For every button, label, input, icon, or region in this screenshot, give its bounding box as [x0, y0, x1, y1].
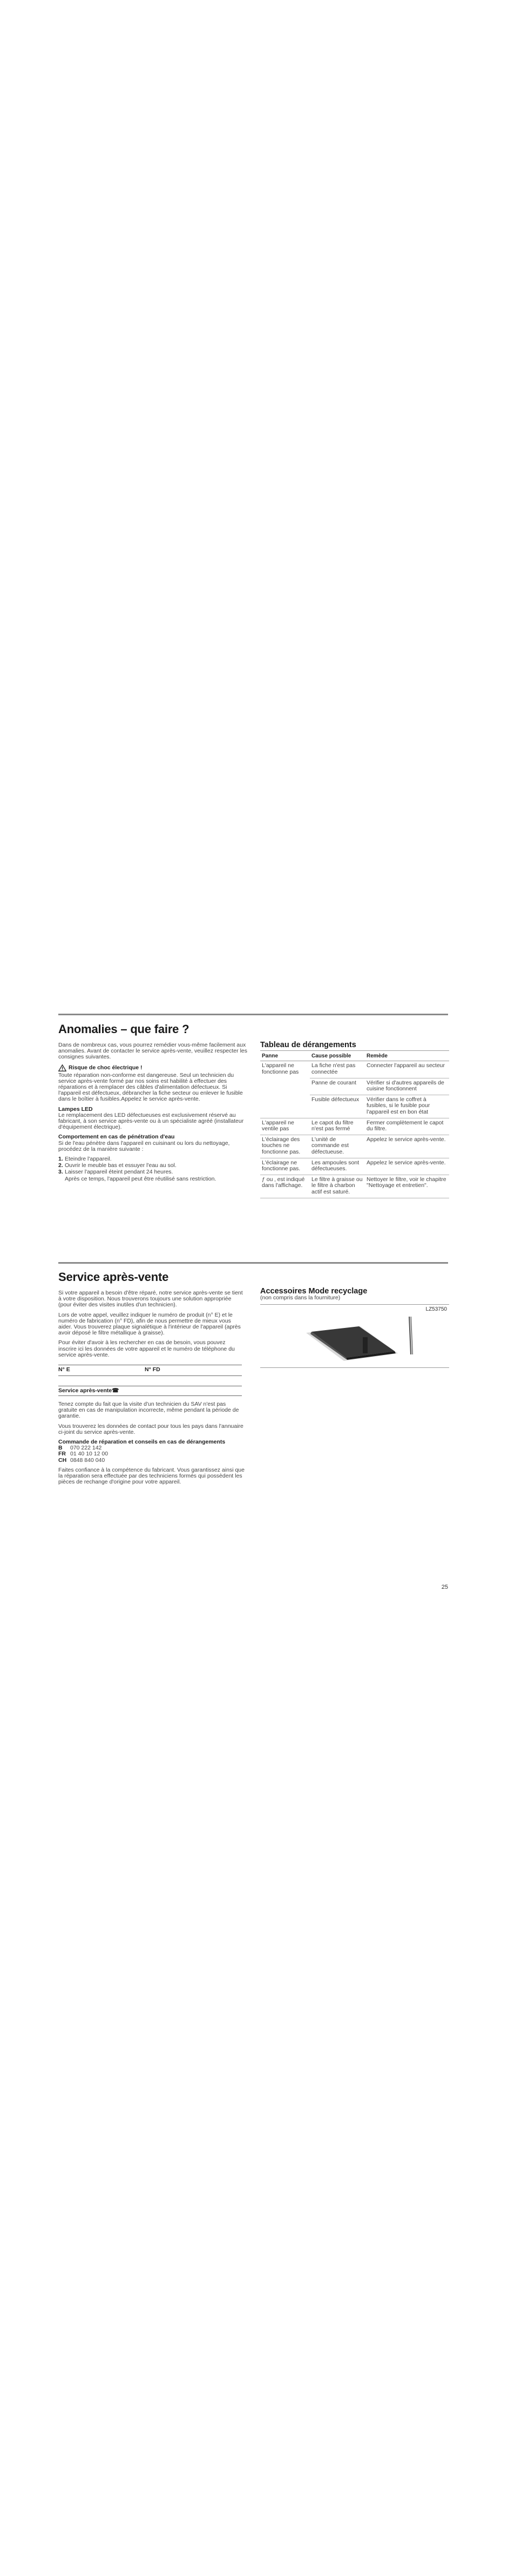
troubleshooting-title: Tableau de dérangements — [260, 1041, 356, 1049]
water-heading: Comportement en cas de pénétration d'eau — [58, 1134, 175, 1141]
warning-title-text: Risque de choc électrique ! — [69, 1064, 143, 1071]
service-left-column — [58, 1290, 245, 1489]
accessory-figure — [260, 1304, 449, 1368]
anomalies-left-column — [58, 1042, 247, 1182]
table-row: L'éclairage des touches ne fonctionne pas. L'unité de commande est défectueuse. Appelez le service après-vente. — [260, 1135, 449, 1158]
service-paragraph: Faites confiance à la compétence du fabricant. Vous garantissez ainsi que la réparation sera effectuée par des techniciens formés qui possèdent les pièces de rechange d'origine pour votre appareil. — [58, 1466, 245, 1486]
contact-row: FR 01 40 10 12 00 — [58, 1451, 109, 1458]
troubleshooting-table — [260, 1050, 449, 1198]
led-text: Le remplacement des LED défectueuses est exclusivement réservé au fabricant, à son service après-vente ou à un spécialiste agréé (installateur d'équipement électrique). — [58, 1111, 244, 1131]
contact-row: B 070 222 142 — [58, 1445, 102, 1452]
service-paragraph: Lors de votre appel, veuillez indiquer le numéro de produit (n° E) et le numéro de fabrication (n° FD), afin de nous permettre de mieux vous aider. Vous trouverez plaque signalétique à l'intérieur de l'appareil (après avoir déposé le filtre métallique à graisse). — [58, 1311, 241, 1337]
anomalies-intro: Dans de nombreux cas, vous pourrez remédier vous-même facilement aux anomalies. Avant de contacter le service après-vente, veuillez respecter les consignes suivantes. — [58, 1042, 247, 1061]
accessory-code: LZ53750 — [425, 1306, 447, 1313]
table-row: Fusible défectueux Vérifier dans le coffret à fusibles, si le fusible pour l'appareil est en bon état — [260, 1095, 449, 1118]
step-item: 3. Laisser l'appareil éteint pendant 24 heures. — [58, 1169, 173, 1176]
table-row: ƒ ou ‚ est indiqué dans l'affichage. Le filtre à graisse ou le filtre à charbon actif est saturé. Nettoyer le filtre, voir le chapitre "Nettoyage et entretien". — [260, 1175, 449, 1198]
water-text: Si de l'eau pénètre dans l'appareil en cuisinant ou lors du nettoyage, procédez de la manière suivante : — [58, 1139, 230, 1152]
service-paragraph: Si votre appareil a besoin d'être réparé, notre service après-vente se tient à votre disposition. Nous trouverons toujours une solution appropriée (pour éviter des visites inutiles d'un technicien). — [58, 1290, 243, 1309]
header-remede: Remède — [365, 1051, 449, 1061]
step-item: 1. Eteindre l'appareil. — [58, 1156, 112, 1163]
recirculation-module-image — [295, 1311, 419, 1365]
section-title-anomalies: Anomalies – que faire ? — [58, 1022, 189, 1036]
troubleshooting-column — [260, 1042, 449, 1198]
service-paragraph: Pour éviter d'avoir à les rechercher en cas de besoin, vous pouvez inscrire ici les données de votre appareil et le numéro de téléphone du service après-vente. — [58, 1339, 235, 1358]
page-number: 25 — [441, 1584, 448, 1590]
led-heading: Lampes LED — [58, 1105, 93, 1112]
appliance-data-fields — [58, 1365, 242, 1396]
service-paragraph: Tenez compte du fait que la visite d'un technicien du SAV n'est pas gratuite en cas de manipulation incorrecte, même pendant la période de garantie. — [58, 1401, 239, 1420]
water-steps — [58, 1156, 247, 1182]
accessories-subtitle: (non compris dans la fourniture) — [260, 1294, 341, 1302]
table-header-row — [260, 1051, 449, 1061]
section-title-service: Service après-vente — [58, 1270, 169, 1284]
step-item: 2. Ouvrir le meuble bas et essuyer l'eau au sol. — [58, 1162, 177, 1169]
field-e-label: N° E — [58, 1366, 70, 1373]
table-row: L'appareil ne fonctionne pas La fiche n'est pas connectée Connecter l'appareil au secteur — [260, 1061, 449, 1078]
section-rule-anomalies — [58, 1014, 448, 1015]
step-note: Après ce temps, l'appareil peut être réutilisé sans restriction. — [65, 1175, 216, 1182]
table-row: L'éclairage ne fonctionne pas. Les ampoules sont défectueuses. Appelez le service après-vente. — [260, 1158, 449, 1175]
order-heading: Commande de réparation et conseils en cas de dérangements — [58, 1439, 226, 1446]
table-row: L'appareil ne ventile pas Le capot du filtre n'est pas fermé Fermer complètement le capot du filtre. — [260, 1118, 449, 1135]
service-paragraph: Vous trouverez les données de contact pour tous les pays dans l'annuaire ci-joint du service après-vente. — [58, 1422, 243, 1435]
contact-list — [58, 1445, 245, 1464]
warning-title — [58, 1064, 247, 1071]
field-service-label: Service après-vente☎ — [58, 1386, 242, 1396]
table-row: Panne de courant Vérifier si d'autres appareils de cuisine fonctionnent — [260, 1078, 449, 1095]
accessories-column — [260, 1289, 449, 1368]
warning-triangle-icon — [58, 1064, 66, 1071]
accessories-title: Accessoires Mode recyclage — [260, 1287, 368, 1296]
field-fd-label: N° FD — [145, 1366, 160, 1373]
field-blank-line — [58, 1375, 242, 1386]
header-cause: Cause possible — [310, 1051, 365, 1061]
section-rule-service — [58, 1262, 448, 1264]
warning-text: Toute réparation non-conforme est dangereuse. Seul un technicien du service après-vente formé par nos soins est habilité à effectuer des réparations et à remplacer des câbles d'alimentation défectueux. Si l'appareil est défectueux, débrancher la fiche secteur ou enlever le fusible dans le boîtier à fusibles.Appelez le service après-vente. — [58, 1071, 243, 1103]
contact-row: CH 0848 840 040 — [58, 1456, 105, 1464]
field-row-e-fd — [58, 1365, 242, 1375]
header-panne: Panne — [260, 1051, 310, 1061]
